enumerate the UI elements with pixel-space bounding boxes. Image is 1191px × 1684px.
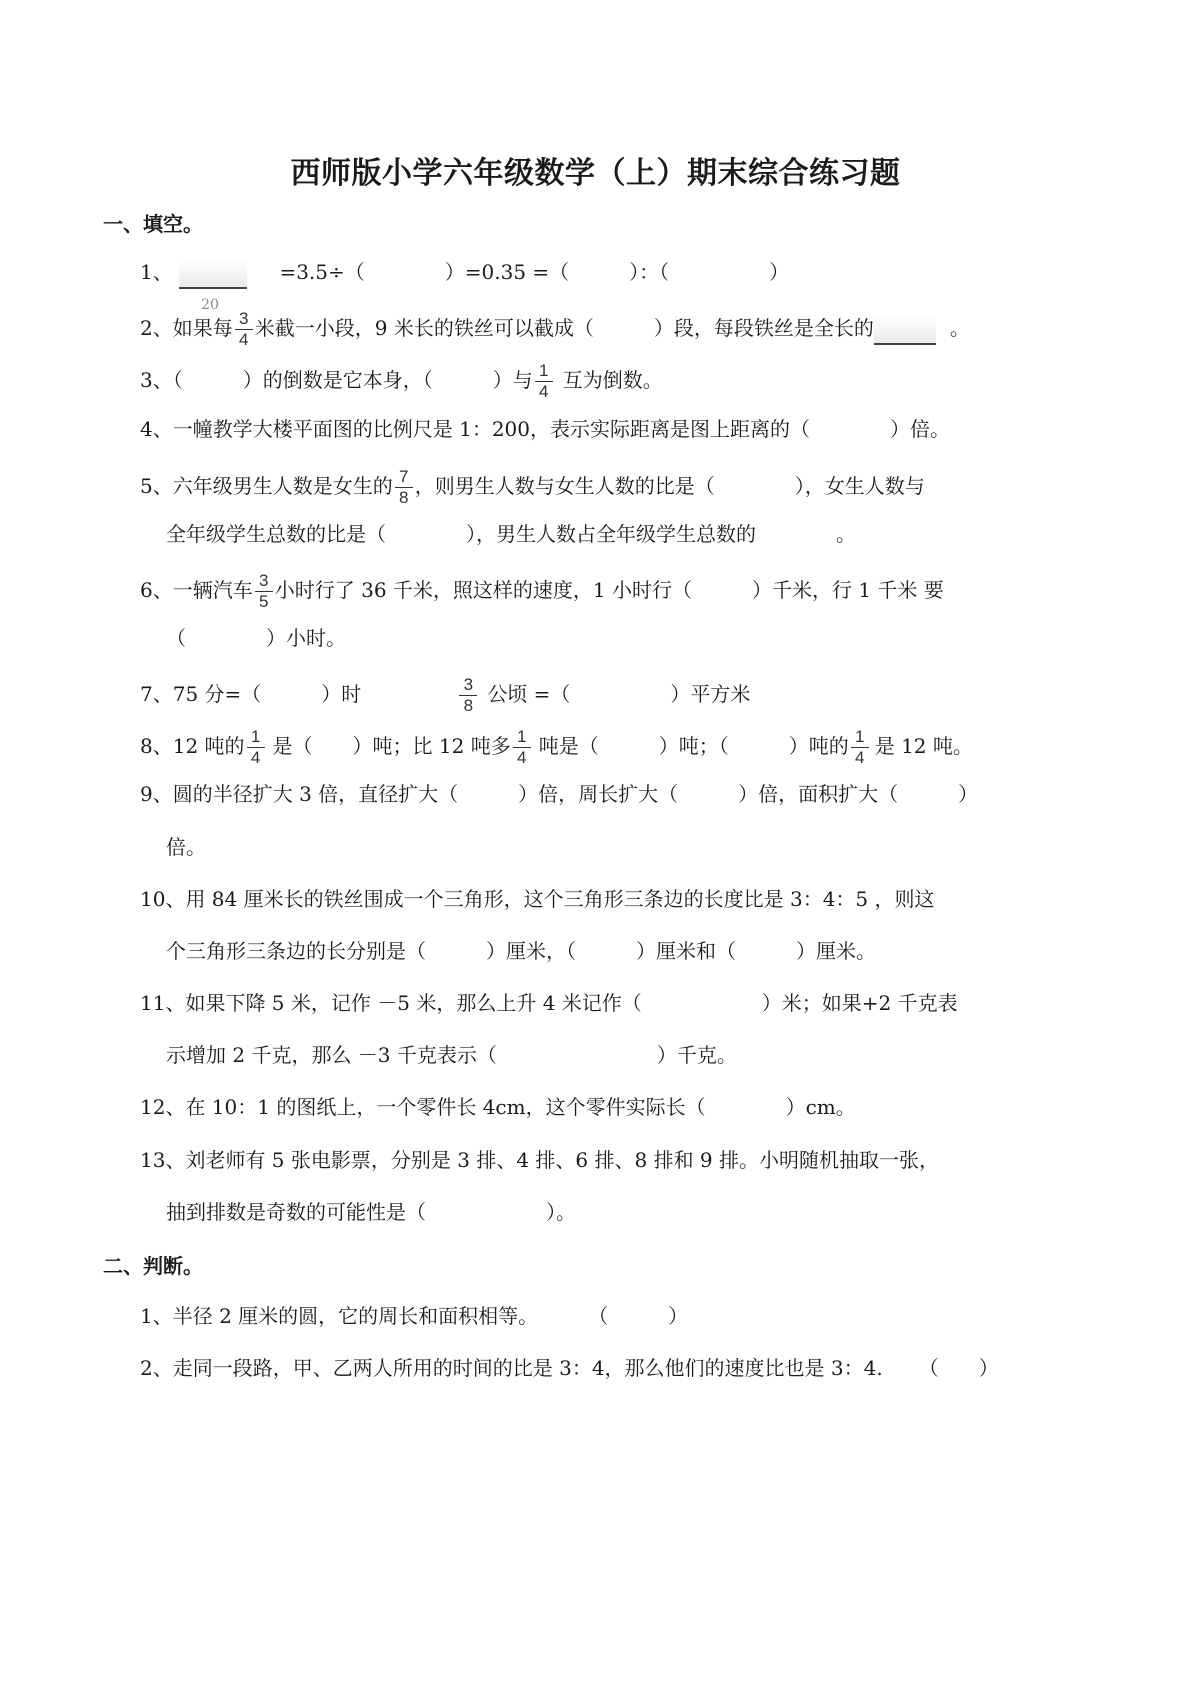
judge-question-2: 2、走同一段路，甲、乙两人所用的时间的比是 3：4，那么他们的速度比也是 3：4. （ ） bbox=[140, 1356, 999, 1380]
question-13: 13、刘老师有 5 张电影票，分别是 3 排、4 排、6 排、8 排和 9 排。小明随机抽取一张， bbox=[140, 1148, 940, 1172]
question-6: 6、一辆汽车 $\frac{3}{5}$ 小时行了 36 千米，照这样的速度，1 小时行（ ）千米，行 1 千米 要 bbox=[140, 571, 944, 611]
question-5-continued: 全年级学生总数的比是（ ），男生人数占全年级学生总数的 。 bbox=[166, 522, 856, 546]
question-9-continued: 倍。 bbox=[166, 835, 206, 859]
question-12: 12、在 10：1 的图纸上，一个零件长 4cm，这个零件实际长（ ）cm。 bbox=[140, 1095, 856, 1119]
fraction: $\frac{3}{5}$ bbox=[255, 572, 273, 611]
question-10: 10、用 84 厘米长的铁丝围成一个三角形，这个三角形三条边的长度比是 3：4：5 ，则这 bbox=[140, 887, 935, 911]
question-9: 9、圆的半径扩大 3 倍，直径扩大（ ）倍，周长扩大（ ）倍，面积扩大（ ） bbox=[140, 782, 979, 806]
question-number: 13、 bbox=[140, 1148, 186, 1172]
question-13-continued: 抽到排数是奇数的可能性是（ ）。 bbox=[166, 1200, 576, 1224]
fraction: $\frac{1}{4}$ bbox=[247, 728, 265, 767]
judge-question-1: 1、半径 2 厘米的圆，它的周长和面积相等。 （ ） bbox=[140, 1304, 689, 1328]
question-number: 5、 bbox=[140, 474, 173, 498]
question-1 bbox=[140, 258, 790, 313]
fraction: $\frac{3}{4}$ bbox=[235, 310, 253, 349]
question-11-continued: 示增加 2 千克，那么 －3 千克表示（ ）千克。 bbox=[166, 1043, 737, 1067]
question-11: 11、如果下降 5 米，记作 －5 米，那么上升 4 米记作（ ）米；如果+2 千克表 bbox=[140, 991, 958, 1015]
question-number: 1、 bbox=[140, 260, 173, 284]
question-number: 12、 bbox=[140, 1095, 186, 1119]
question-number: 8、 bbox=[140, 734, 173, 758]
question-6-continued: （ ）小时。 bbox=[166, 626, 346, 650]
question-number: 4、 bbox=[140, 417, 173, 441]
answer-blank[interactable]: （ ） bbox=[598, 1304, 689, 1328]
section-heading-fill-blank: 一、填空。 bbox=[103, 212, 203, 236]
question-number: 1、 bbox=[140, 1304, 173, 1328]
question-number: 7、 bbox=[140, 682, 173, 706]
question-8: 8、12 吨的 $\frac{1}{4}$ 是（ ）吨；比 12 吨多 $\frac{1}{4}$ 吨是（ ）吨；（ ）吨的 $\frac{1}{4}$ 是 12 吨。 bbox=[140, 727, 973, 767]
question-5: 5、六年级男生人数是女生的 $\frac{7}{8}$ ，则男生人数与女生人数的比是（ ），女生人数与 bbox=[140, 467, 925, 507]
fraction-blank[interactable] bbox=[874, 315, 936, 345]
fraction: $\frac{1}{4}$ bbox=[851, 728, 869, 767]
fraction: $\frac{7}{8}$ bbox=[395, 468, 413, 507]
question-4: 4、一幢教学大楼平面图的比例尺是 1：200，表示实际距离是图上距离的（ ）倍。 bbox=[140, 417, 950, 441]
fraction: $\frac{3}{8}$ bbox=[459, 676, 477, 715]
question-7: 7、75 分=（ ）时 $\frac{3}{8}$ 公顷 =（ ）平方米 bbox=[140, 675, 751, 715]
question-number: 11、 bbox=[140, 991, 186, 1015]
document-title: 西师版小学六年级数学（上）期末综合练习题 bbox=[290, 156, 901, 191]
question-number: 9、 bbox=[140, 782, 173, 806]
question-3: 3、（ ）的倒数是它本身，（ ）与 $\frac{1}{4}$ 互为倒数。 bbox=[140, 361, 663, 401]
fraction: $\frac{1}{4}$ bbox=[535, 362, 553, 401]
section-heading-true-false: 二、判断。 bbox=[103, 1254, 203, 1278]
question-10-continued: 个三角形三条边的长分别是（ ）厘米，（ ）厘米和（ ）厘米。 bbox=[166, 939, 876, 963]
question-2: 2、如果每 $\frac{3}{4}$ 米截一小段，9 米长的铁丝可以截成（ ）段，每段铁丝是全长的 。 bbox=[140, 309, 970, 349]
question-number: 10、 bbox=[140, 887, 186, 911]
question-number: 3、 bbox=[140, 368, 173, 392]
question-number: 6、 bbox=[140, 578, 173, 602]
fraction: $\frac{1}{4}$ bbox=[513, 728, 531, 767]
question-number: 2、 bbox=[140, 316, 173, 340]
question-text: =3.5÷（ ）=0.35 =（ ）：（ ） bbox=[279, 260, 790, 284]
question-number: 2、 bbox=[140, 1356, 173, 1380]
fraction-blank[interactable]: 20 bbox=[179, 259, 247, 289]
answer-blank[interactable]: （ ） bbox=[918, 1356, 999, 1380]
